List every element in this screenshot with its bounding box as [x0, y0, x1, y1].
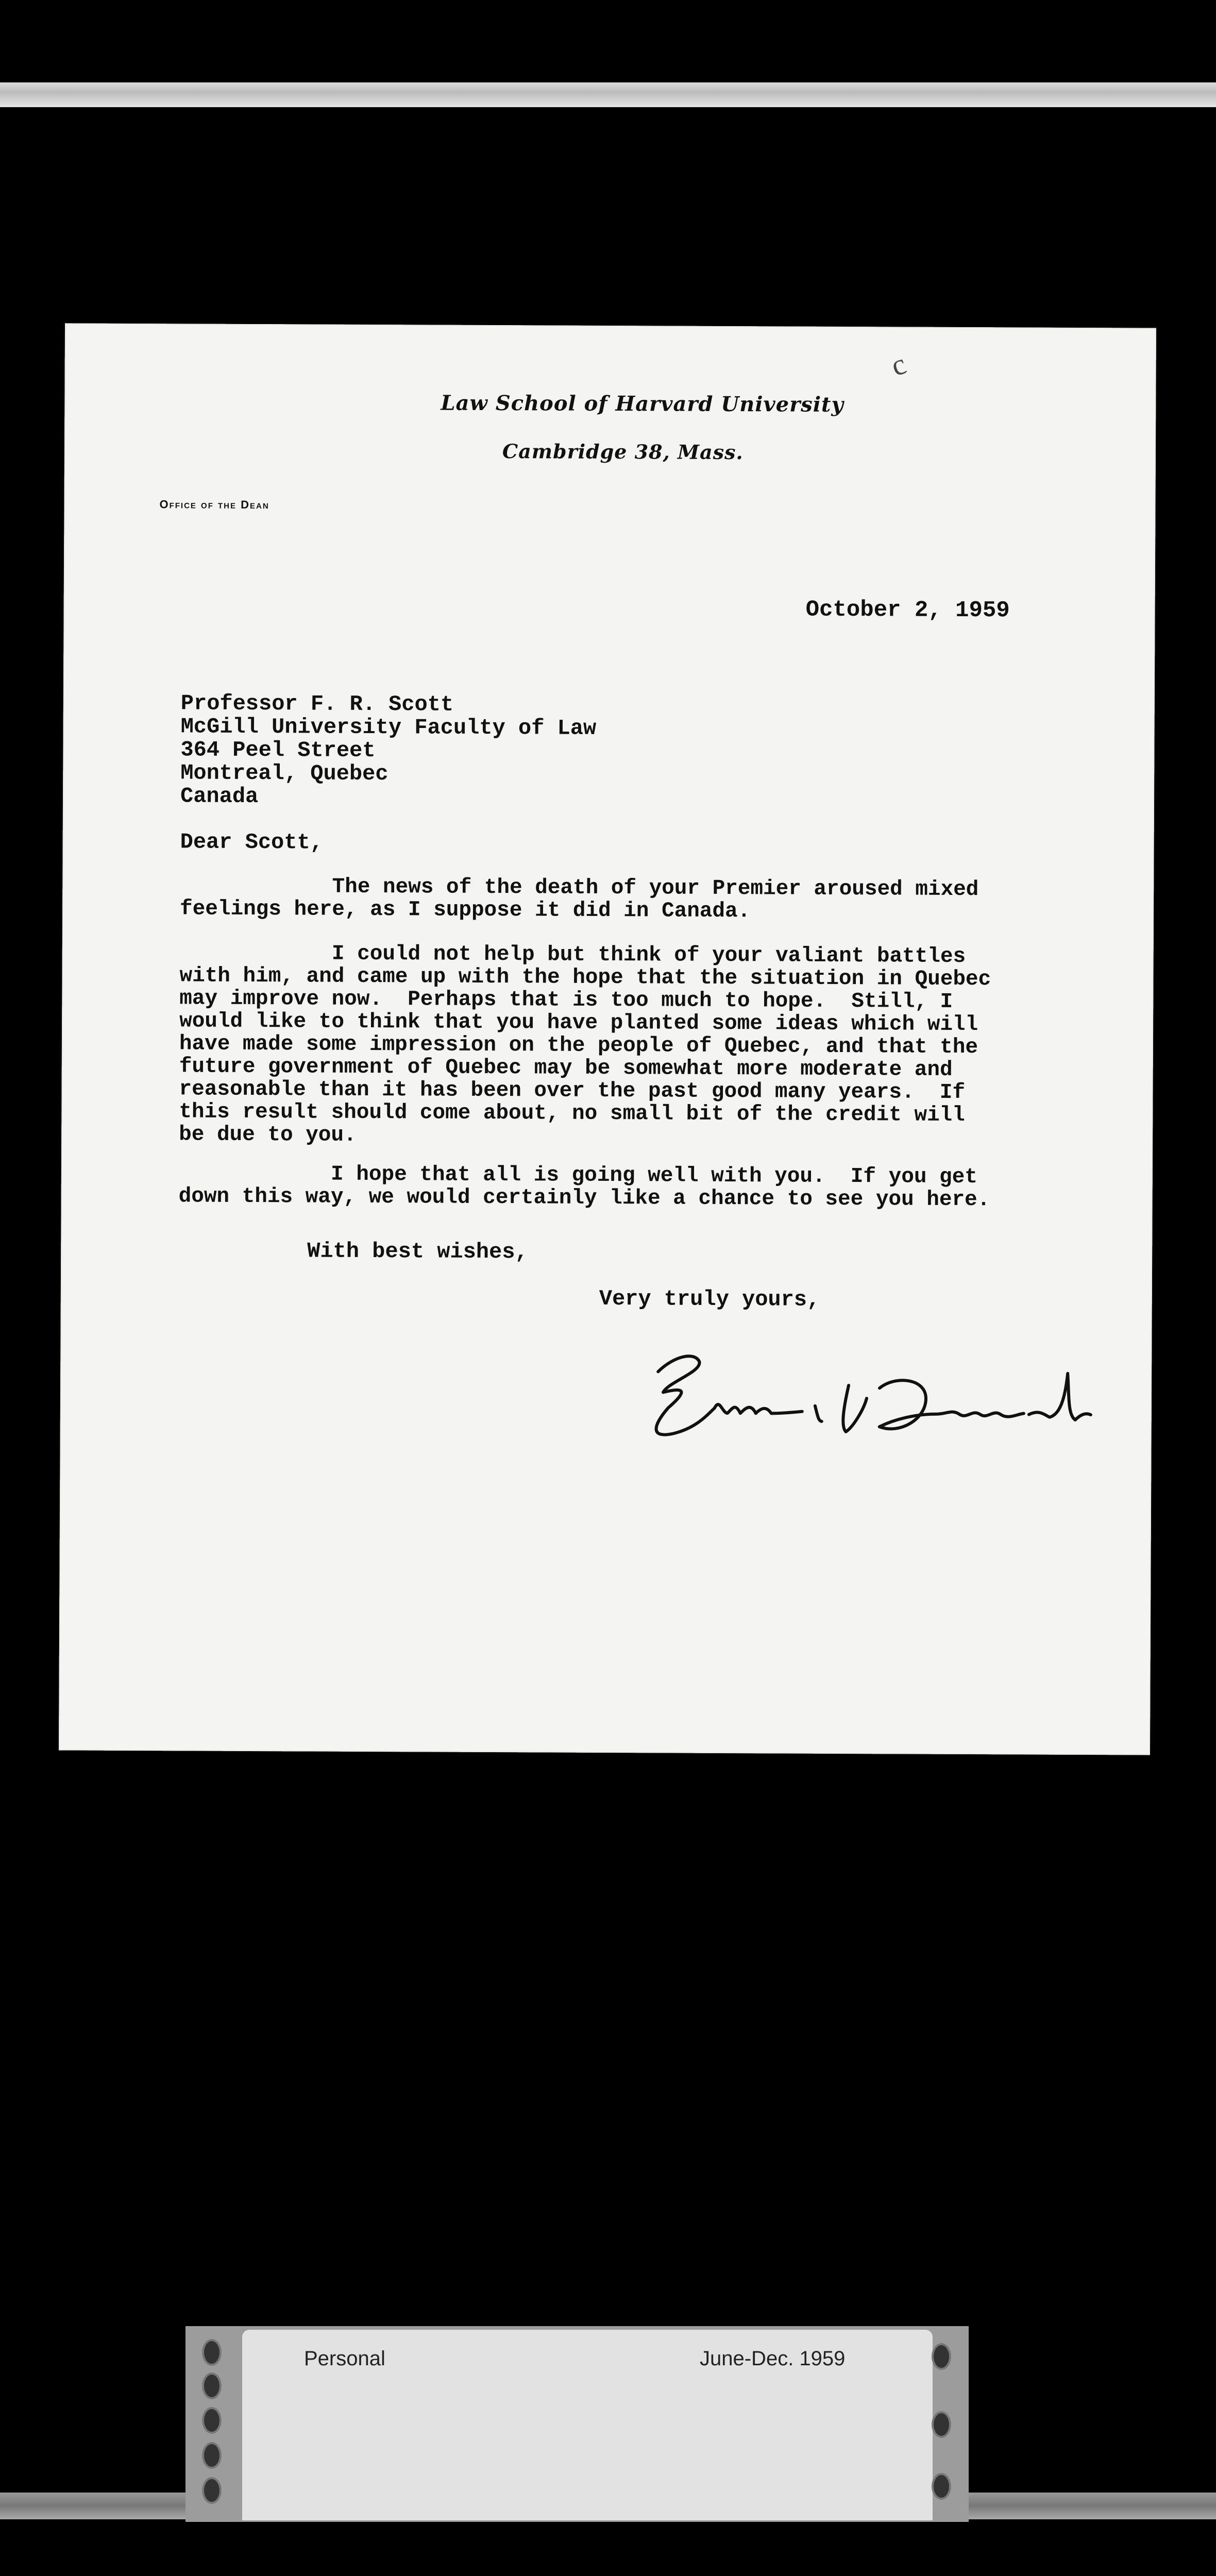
- letter-page: [59, 323, 1156, 1755]
- punch-hole: [202, 2477, 222, 2504]
- recipient-name: Professor F. R. Scott: [180, 691, 454, 717]
- salutation: Dear Scott,: [180, 829, 324, 855]
- recipient-city: Montreal, Quebec: [180, 760, 389, 787]
- body-paragraph: I hope that all is going well with you. If you get down this way, we would certainly like a chance to see you here.: [178, 1162, 990, 1212]
- punch-hole: [932, 2411, 951, 2438]
- closing: Very truly yours,: [599, 1286, 820, 1312]
- folder-date-range: June-Dec. 1959: [700, 2347, 846, 2370]
- body-paragraph: I could not help but think of your valiant battles with him, and came up with the hope that the situation in Quebec may improve now. Perhaps that is too much to hope. Still, I would like to think that you have planted some ideas which will have made some impression on the people of Quebec, and that the future government of Quebec may be somewhat more moderate and reasonable than it has been over the past good many years. If this result should come about, no small bit of the credit will be due to you.: [179, 941, 991, 1147]
- punch-hole: [202, 2372, 222, 2399]
- punch-hole: [932, 2473, 951, 2500]
- body-paragraph: The news of the death of your Premier aroused mixed feelings here, as I suppose it did in Canada.: [179, 874, 979, 924]
- recipient-street: 364 Peel Street: [180, 737, 376, 764]
- letterhead-city: Cambridge 38, Mass.: [502, 439, 744, 464]
- letterhead-institution: Law School of Harvard University: [441, 391, 844, 417]
- recipient-address: [180, 692, 597, 810]
- office-label: Office of the Dean: [159, 498, 269, 512]
- punch-hole: [202, 2442, 222, 2469]
- punch-hole: [202, 2339, 222, 2366]
- punch-hole: [202, 2407, 222, 2434]
- corner-mark: c: [886, 347, 910, 383]
- handwritten-signature: [637, 1335, 1101, 1471]
- film-edge-top: [0, 82, 1216, 107]
- punch-hole: [932, 2343, 951, 2370]
- letter-date: October 2, 1959: [805, 597, 1010, 624]
- folder-title: Personal: [304, 2347, 385, 2370]
- closing-wishes: With best wishes,: [307, 1239, 528, 1265]
- recipient-organization: McGill University Faculty of Law: [180, 714, 597, 741]
- recipient-country: Canada: [180, 784, 259, 809]
